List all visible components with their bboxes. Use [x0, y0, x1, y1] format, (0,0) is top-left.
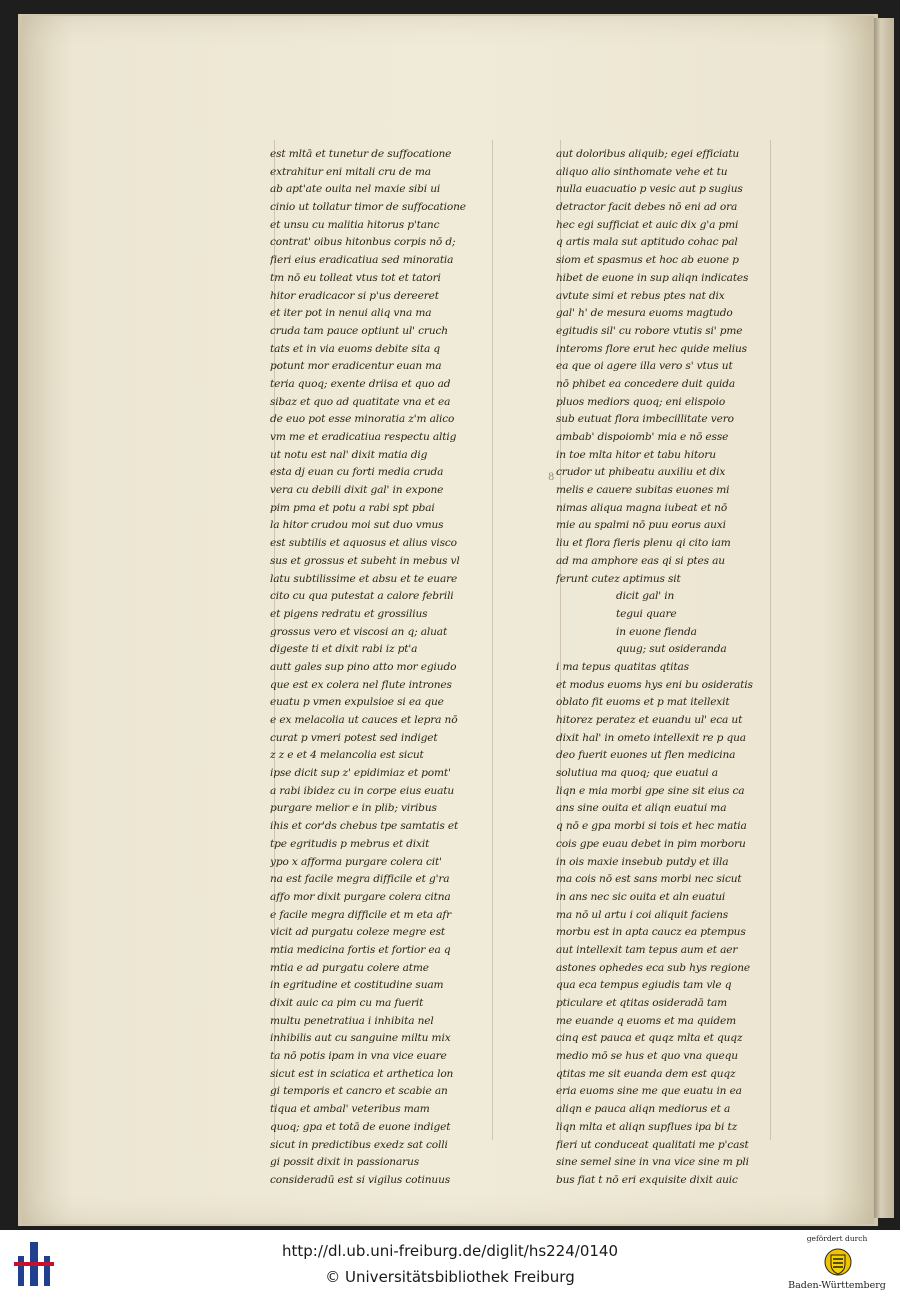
manuscript-line: cois gpe euau debet in pim morboru	[556, 837, 746, 850]
manuscript-line: hibet de euone in sup aliqn indicates	[556, 271, 749, 284]
manuscript-line: ypo x afforma purgare colera cit'	[270, 855, 442, 868]
manuscript-line: ea que oi agere illa vero s' vtus ut	[556, 360, 733, 373]
footer-bar	[0, 1230, 900, 1294]
manuscript-line: que est ex colera nel flute intrones	[270, 678, 452, 691]
manuscript-line: de euo pot esse minoratia z'm alico	[270, 413, 455, 426]
manuscript-line: mtia medicina fortis et fortior ea q	[270, 943, 451, 956]
manuscript-line: nō phibet ea concedere duit quida	[556, 377, 736, 390]
manuscript-line: astones ophedes eca sub hys regione	[556, 961, 751, 974]
sponsor-caption: gefördert durch	[806, 1234, 868, 1243]
manuscript-line: purgare melior e in plib; viribus	[270, 802, 437, 815]
text-column-right	[556, 146, 774, 1190]
manuscript-line: teria quoq; exente driisa et quo ad	[270, 377, 451, 390]
manuscript-line: sus et grossus et subeht in mebus vl	[270, 554, 460, 567]
manuscript-line: et unsu cu malitia hitorus p'tanc	[270, 218, 440, 231]
sponsor-logo[interactable]	[782, 1234, 892, 1292]
manuscript-line: autt gales sup pino atto mor egiudo	[270, 660, 457, 673]
manuscript-line: fieri ut conduceat qualitati me p'cast	[556, 1138, 749, 1151]
manuscript-line: quoq; gpa et totā de euone indiget	[270, 1120, 451, 1133]
manuscript-line: pticulare et qtitas osideradā tam	[556, 997, 728, 1009]
manuscript-line: a rabi ibidez cu in corpe eius euatu	[270, 784, 455, 797]
manuscript-line: crudor ut phibeatu auxiliu et dix	[556, 466, 726, 479]
manuscript-line: contrat' oibus hitonbus corpis nō d;	[270, 236, 456, 249]
manuscript-line: ambab' dispoiomb' mia e nō esse	[556, 431, 729, 443]
manuscript-line: esta dj euan cu forti media cruda	[270, 466, 444, 479]
manuscript-line: est subtilis et aquosus et alius visco	[270, 537, 457, 550]
manuscript-line: q nō e gpa morbi si tois et hec matia	[556, 820, 747, 833]
manuscript-line: tm nō eu tolleat vtus tot et tatori	[270, 271, 441, 284]
manuscript-line: detractor facit debes nō eni ad ora	[556, 201, 738, 214]
manuscript-line: ad ma amphore eas qi si ptes au	[556, 554, 725, 567]
manuscript-line: ans sine ouita et aliqn euatui ma	[556, 802, 727, 815]
manuscript-line: cinq est pauca et quqz mlta et quqz	[556, 1032, 743, 1045]
manuscript-line: affo mor dixit purgare colera citna	[270, 890, 451, 903]
manuscript-line: nulla euacuatio p vesic aut p sugius	[556, 183, 743, 196]
manuscript-line: mtia e ad purgatu colere atme	[270, 961, 429, 974]
manuscript-line: curat p vmeri potest sed indiget	[270, 731, 438, 744]
ruling-line-left-inner	[492, 140, 493, 1140]
manuscript-line: euatu p vmen expulsioe si ea que	[270, 696, 444, 709]
page-url[interactable]: http://dl.ub.uni-freiburg.de/diglit/hs224/0140	[282, 1242, 618, 1260]
manuscript-line: inhibilis aut cu sanguine miltu mix	[270, 1032, 451, 1045]
state-crest-icon	[824, 1247, 852, 1277]
sponsor-name: Baden-Württemberg	[788, 1280, 886, 1291]
manuscript-line: ab apt'ate ouita nel maxie sibi ui	[270, 183, 441, 196]
copyright-notice: © Universitätsbibliothek Freiburg	[325, 1268, 575, 1286]
manuscript-line: hec egi sufficiat et auic dix g'a pmi	[556, 218, 739, 231]
manuscript-line: aliquo alio sinthomate vehe et tu	[556, 165, 728, 178]
manuscript-line: vera cu debili dixit gal' in expone	[270, 484, 444, 497]
manuscript-line: gal' h' de mesura euoms magtudo	[556, 307, 733, 320]
manuscript-line: cinio ut tollatur timor de suffocatione	[270, 201, 466, 214]
manuscript-line: eria euoms sine me que euatu in ea	[556, 1085, 742, 1098]
manuscript-line: liqn e mia morbi gpe sine sit eius ca	[556, 784, 745, 797]
manuscript-line: sibaz et quo ad quatitate vna et ea	[270, 395, 451, 408]
manuscript-line: z z e et 4 melancolia est sicut	[270, 749, 424, 762]
manuscript-line: la hitor crudou moi sut duo vmus	[270, 519, 444, 532]
manuscript-line: ta nō potis ipam in vna vice euare	[270, 1050, 447, 1063]
manuscript-line: qua eca tempus egiudis tam vle q	[556, 979, 732, 992]
manuscript-line: ipse dicit sup z' epidimiaz et pomt'	[270, 767, 451, 780]
manuscript-line: gi possit dixit in passionarus	[270, 1156, 420, 1169]
manuscript-line: qtitas me sit euanda dem est quqz	[556, 1067, 736, 1080]
manuscript-line: cito cu qua putestat a calore febrili	[270, 590, 454, 603]
manuscript-line: liu et flora fieris plenu qi cito iam	[556, 537, 731, 550]
manuscript-line: est mltā et tunetur de suffocatione	[270, 148, 452, 160]
manuscript-line: in egritudine et costitudine suam	[270, 979, 444, 992]
manuscript-line: tpe egritudis p mebrus et dixit	[270, 837, 430, 850]
manuscript-line: e ex melacolia ut cauces et lepra nō	[270, 714, 458, 726]
manuscript-line: digeste ti et dixit rabi iz pt'a	[270, 643, 418, 656]
manuscript-line: dixit hal' in ometo intellexit re p qua	[556, 731, 746, 744]
manuscript-line: sine semel sine in vna vice sine m pli	[556, 1156, 749, 1169]
manuscript-line: consideradū est si vigilus cotinuus	[270, 1173, 451, 1186]
manuscript-line: egitudis sil' cu robore vtutis si' pme	[556, 324, 743, 337]
manuscript-line: in ois maxie insebub putdy et illa	[556, 855, 729, 868]
manuscript-line: in ans nec sic ouita et aln euatui	[556, 890, 726, 903]
manuscript-line: avtute simi et rebus ptes nat dix	[556, 289, 725, 302]
manuscript-line: aut doloribus aliquib; egei efficiatu	[556, 148, 740, 160]
manuscript-line: dixit auic ca pim cu ma fuerit	[270, 997, 424, 1009]
manuscript-line: pluos mediors quoq; eni elispoio	[556, 395, 726, 408]
manuscript-line: ma nō ul artu i coi aliquit faciens	[556, 908, 729, 921]
margin-note: 8	[548, 472, 555, 483]
manuscript-line: ut notu est nal' dixit matia dig	[270, 448, 428, 461]
manuscript-line: deo fuerit euones ut flen medicina	[556, 749, 736, 762]
manuscript-line: na est facile megra difficile et g'ra	[270, 873, 450, 886]
manuscript-line: fieri eius eradicatiua sed minoratia	[270, 254, 454, 267]
manuscript-line: hitor eradicacor si p'us dereeret	[270, 289, 439, 302]
manuscript-line: melis e cauere subitas euones mi	[556, 484, 730, 497]
manuscript-line: q artis mala sut aptitudo cohac pal	[556, 236, 738, 249]
manuscript-line: medio mō se hus et quo vna quequ	[556, 1050, 738, 1063]
manuscript-line: me euande q euoms et ma quidem	[556, 1014, 737, 1027]
manuscript-line: ma cois nō est sans morbi nec sicut	[556, 873, 742, 886]
manuscript-line: i ma tepus quatitas qtitas	[556, 660, 689, 673]
manuscript-line: siom et spasmus et hoc ab euone p	[556, 254, 739, 267]
manuscript-line: aut intellexit tam tepus aum et aer	[556, 943, 738, 956]
manuscript-line: in toe mlta hitor et tabu hitoru	[556, 448, 716, 461]
manuscript-line: pim pma et potu a rabi spt pbai	[270, 501, 435, 514]
text-column-left	[270, 146, 492, 1190]
manuscript-line: sicut est in sciatica et arthetica lon	[270, 1067, 454, 1080]
manuscript-line: tiqua et ambal' veteribus mam	[270, 1103, 430, 1116]
manuscript-line: aliqn e pauca aliqn mediorus et a	[556, 1103, 731, 1116]
manuscript-line: dicit gal' in	[616, 590, 675, 603]
manuscript-line: ihis et cor'ds chebus tpe samtatis et	[270, 820, 459, 833]
manuscript-line: gi temporis et cancro et scabie an	[270, 1085, 448, 1098]
manuscript-line: quug; sut osideranda	[616, 643, 727, 656]
manuscript-line: cruda tam pauce optiunt ul' cruch	[270, 324, 448, 337]
manuscript-line: et pigens redratu et grossilius	[270, 607, 428, 620]
manuscript-line: ferunt cutez aptimus sit	[556, 572, 681, 585]
manuscript-line: nimas aliqua magna iubeat et nō	[556, 501, 728, 514]
manuscript-line: bus fiat t nō eri exquisite dixit auic	[556, 1173, 738, 1186]
manuscript-line: latu subtilissime et absu et te euare	[270, 572, 458, 585]
manuscript-line: liqn mlta et aliqn supflues ipa bi tz	[556, 1120, 738, 1133]
adjacent-page-edge	[872, 18, 894, 1218]
manuscript-line: multu penetratiua i inhibita nel	[270, 1014, 434, 1027]
manuscript-line: sub eutuat flora imbecillitate vero	[556, 413, 734, 426]
manuscript-line: et modus euoms hys eni bu osideratis	[556, 678, 753, 691]
manuscript-line: tegui quare	[616, 607, 677, 620]
manuscript-line: mie au spalmi nō puu eorus auxi	[556, 519, 726, 532]
manuscript-line: e facile megra difficile et m eta afr	[270, 908, 452, 921]
manuscript-line: interoms flore erut hec quide melius	[556, 342, 747, 355]
manuscript-line: et iter pot in nenui aliq vna ma	[270, 307, 432, 320]
manuscript-line: solutiua ma quoq; que euatui a	[556, 767, 718, 780]
manuscript-line: vm me et eradicatiua respectu altig	[270, 431, 457, 443]
manuscript-line: extrahitur eni mitali cru de ma	[270, 165, 431, 178]
manuscript-line: in euone fienda	[616, 625, 697, 638]
manuscript-line: hitorez peratez et euandu ul' eca ut	[556, 714, 743, 726]
manuscript-line: oblato fit euoms et p mat itellexit	[556, 696, 730, 709]
manuscript-line: sicut in predictibus exedz sat colli	[270, 1138, 448, 1151]
manuscript-line: potunt mor eradicentur euan ma	[270, 360, 442, 373]
manuscript-line: morbu est in apta caucz ea ptempus	[556, 926, 746, 939]
manuscript-line: tats et in via euoms debite sita q	[270, 342, 441, 355]
manuscript-line: vicit ad purgatu coleze megre est	[270, 926, 445, 939]
manuscript-line: grossus vero et viscosi an q; aluat	[270, 625, 448, 638]
